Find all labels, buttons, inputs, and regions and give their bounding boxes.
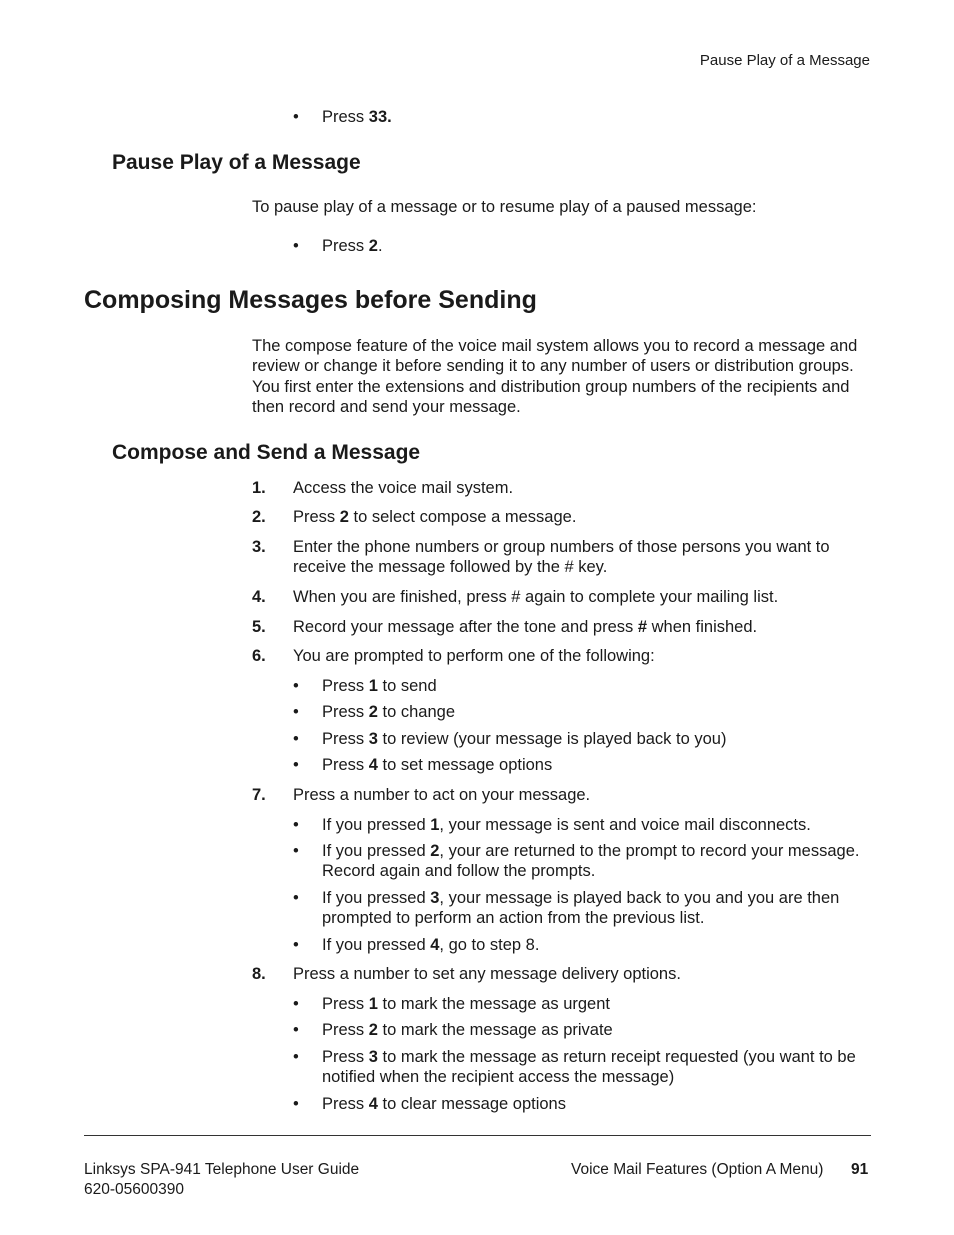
bullet-icon: • [293,1048,299,1066]
bullet-icon: • [293,756,299,774]
bullet-icon: • [293,889,299,907]
footer-divider [84,1135,871,1136]
bullet-icon: • [293,237,299,255]
bullet-icon: • [293,1095,299,1113]
running-header: Pause Play of a Message [699,52,870,69]
bullet-icon: • [293,108,299,126]
bullet-icon: • [293,995,299,1013]
bullet-icon: • [293,1021,299,1039]
bullet-icon: • [293,677,299,695]
chapter-heading-composing: Composing Messages before Sending [84,286,537,314]
section-heading-pause: Pause Play of a Message [112,151,361,174]
page-number: 91 [851,1161,869,1178]
bullet-icon: • [293,842,299,860]
pause-intro: To pause play of a message or to resume play of a paused message: [252,198,757,216]
bullet-icon: • [293,730,299,748]
compose-paragraph: The compose feature of the voice mail system allows you to record a message and review or change it before sending it to any number of users or distribution groups. You first enter the extensions and distribution group numbers of the recipients and then record and send your message. [252,337,858,416]
bullet-icon: • [293,703,299,721]
bullet-icon: • [293,816,299,834]
bullet-icon: • [293,936,299,954]
footer-doc-number: 620-05600390 [84,1181,184,1198]
footer-chapter: Voice Mail Features (Option A Menu) [571,1161,824,1178]
section-heading-compose-send: Compose and Send a Message [112,441,421,464]
footer-guide-title: Linksys SPA-941 Telephone User Guide [84,1161,360,1178]
